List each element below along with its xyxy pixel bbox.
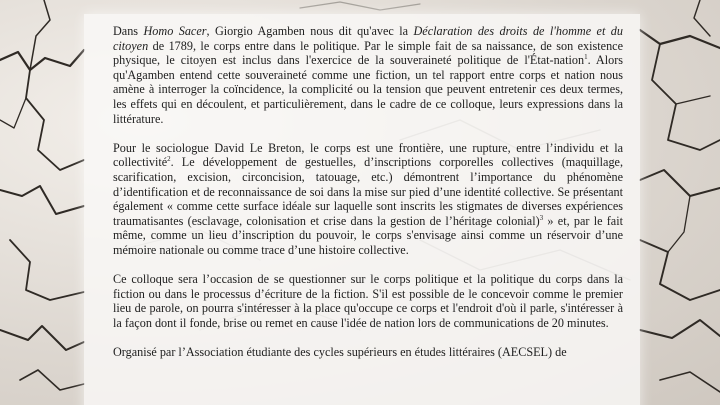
- text-segment: Ce colloque sera l’occasion de se questionner sur le corps politique et la politique du corps dans la fiction ou dans le processus d’écriture de la fiction. S'il est possible de le concevoir comme le premier lieu de parole, on pourra s'intéresser à la place qu'occupe ce corps et l'endroit d'où il parle, s'intéresser à la façon dont il fonde, brise ou remet en cause l'idée de nation lors de communications de 20 minutes.: [113, 272, 623, 330]
- text-segment: . Alors qu'Agamben entend cette souveraineté comme une fiction, un tel rapport entre corps et nation nous amène à interroger la coïncidence, la complicité ou la tension que peuvent entretenir ces deux termes, les effets qui en découlent, et particulièrement, dans le cadre de ce colloque, leurs expressions dans la littérature.: [113, 53, 623, 126]
- text-segment: . Le développement de gestuelles, d’inscriptions corporelles collectives (maquillage, scarification, excision, circoncision, tatouage, etc.) démontrent l’importance du phénomène d’identification et de reconnaissance de soi dans la mise sur pied d’une identité collective. Se présentant également « comme cette surface idéale sur laquelle sont inscrits les stigmates de diverses expériences traumatisantes (esclavage, colonisation et crise dans la gestion de l’héritage colonial): [113, 155, 623, 228]
- paragraph-4: [113, 345, 623, 360]
- text-segment: Pour le sociologue David Le Breton, le corps est une frontière, une rupture, entre l’individu et la collectivité: [113, 140, 623, 170]
- paragraph-2: [113, 141, 623, 258]
- document-body: [113, 24, 623, 374]
- italic-title: Déclaration des droits de l'homme et du citoyen: [113, 24, 623, 53]
- footnote-ref: 1: [584, 53, 588, 62]
- paragraph-1: [113, 24, 623, 126]
- paragraph-3: [113, 272, 623, 330]
- text-segment: Organisé par l’Association étudiante des cycles supérieurs en études littéraires (AECSEL) de: [113, 345, 567, 360]
- text-segment: de 1789, le corps entre dans le politique. Par le simple fait de sa naissance, de son existence physique, le citoyen est inclus dans l'exercice de la souveraineté politique de l'État-nation: [113, 38, 623, 68]
- footnote-ref: 3: [539, 213, 544, 222]
- text-segment: Dans: [113, 24, 144, 38]
- text-segment: » et, par le fait même, comme un lieu d’inscription du pouvoir, le corps s'envisage ainsi comme un réservoir d’une mémoire nationale ou comme trace d’une histoire collective.: [113, 213, 623, 257]
- italic-title: Homo Sacer: [143, 24, 207, 38]
- footnote-ref: 2: [167, 155, 171, 164]
- text-segment: , Giorgio Agamben nous dit qu'avec la: [206, 24, 414, 38]
